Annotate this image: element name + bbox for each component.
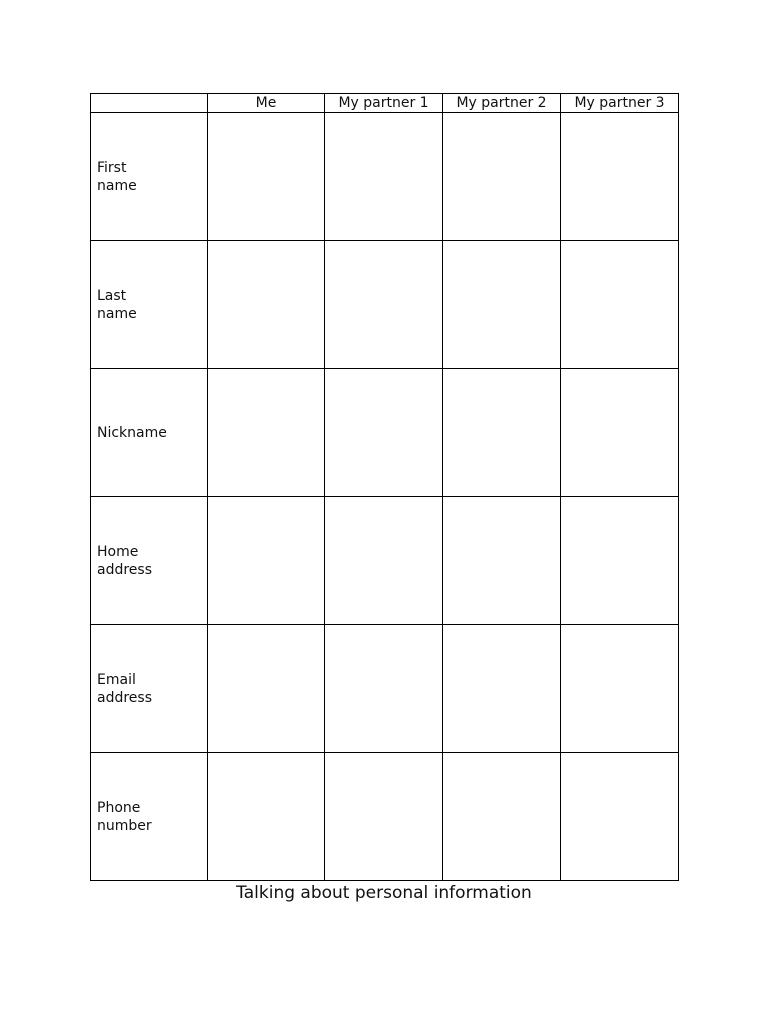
cell-partner-1[interactable] — [325, 625, 443, 753]
row-label-home-address — [91, 497, 208, 625]
cell-partner-3[interactable] — [561, 241, 679, 369]
row-label-text: Nickname — [97, 424, 167, 441]
row-label-email-address — [91, 625, 208, 753]
cell-partner-1[interactable] — [325, 369, 443, 497]
cell-partner-1[interactable] — [325, 113, 443, 241]
cell-partner-2[interactable] — [443, 113, 561, 241]
row-label-text: Email address — [97, 671, 153, 706]
cell-partner-3[interactable] — [561, 497, 679, 625]
cell-me[interactable] — [208, 753, 325, 881]
cell-me[interactable] — [208, 113, 325, 241]
personal-info-table — [90, 93, 679, 881]
cell-partner-3[interactable] — [561, 625, 679, 753]
table-caption: Talking about personal information — [236, 883, 532, 903]
cell-me[interactable] — [208, 241, 325, 369]
cell-partner-2[interactable] — [443, 497, 561, 625]
cell-partner-1[interactable] — [325, 497, 443, 625]
cell-partner-3[interactable] — [561, 369, 679, 497]
table-row — [91, 369, 679, 497]
header-partner-2: My partner 2 — [443, 94, 561, 113]
cell-partner-2[interactable] — [443, 241, 561, 369]
cell-me[interactable] — [208, 625, 325, 753]
table-row — [91, 753, 679, 881]
row-label-text: First name — [97, 159, 137, 194]
cell-partner-1[interactable] — [325, 241, 443, 369]
cell-partner-3[interactable] — [561, 113, 679, 241]
cell-me[interactable] — [208, 369, 325, 497]
row-label-text: Last name — [97, 287, 137, 322]
cell-partner-2[interactable] — [443, 625, 561, 753]
cell-partner-1[interactable] — [325, 753, 443, 881]
cell-me[interactable] — [208, 497, 325, 625]
table-row — [91, 625, 679, 753]
table-header-row — [91, 94, 679, 113]
table-row — [91, 497, 679, 625]
row-label-nickname — [91, 369, 208, 497]
row-label-last-name — [91, 241, 208, 369]
row-label-phone-number — [91, 753, 208, 881]
cell-partner-2[interactable] — [443, 753, 561, 881]
header-partner-3: My partner 3 — [561, 94, 679, 113]
table-row — [91, 241, 679, 369]
table-row — [91, 113, 679, 241]
header-partner-1: My partner 1 — [325, 94, 443, 113]
header-corner-cell — [91, 94, 208, 113]
row-label-text: Home address — [97, 543, 153, 578]
header-me: Me — [208, 94, 325, 113]
cell-partner-3[interactable] — [561, 753, 679, 881]
row-label-first-name — [91, 113, 208, 241]
cell-partner-2[interactable] — [443, 369, 561, 497]
row-label-text: Phone number — [97, 799, 152, 834]
